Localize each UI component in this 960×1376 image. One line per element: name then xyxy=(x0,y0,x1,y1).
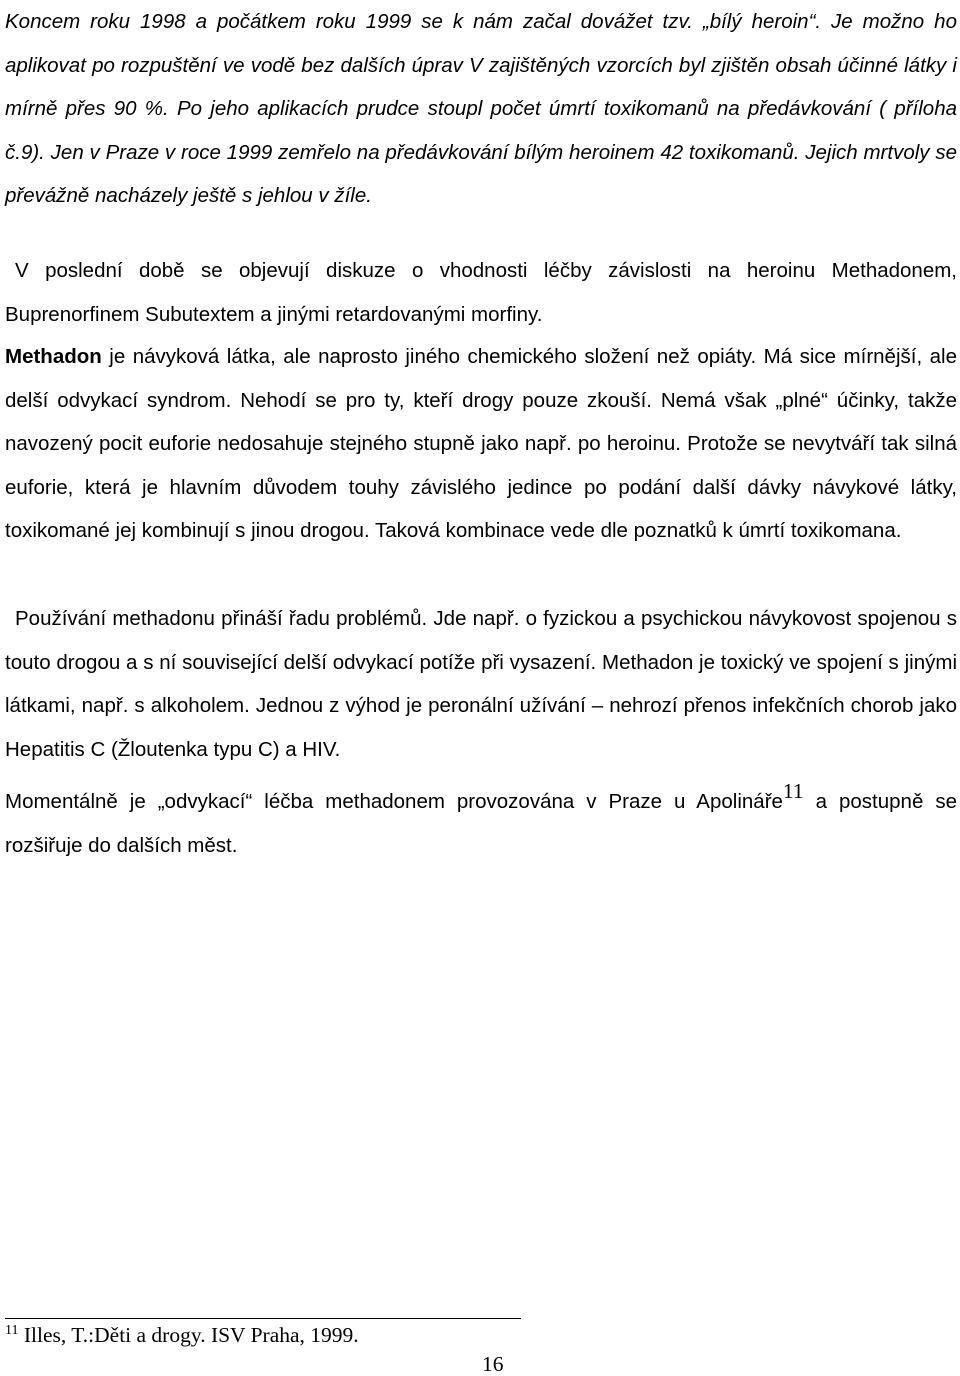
paragraph-methadon-problems xyxy=(5,597,957,771)
footnote-separator xyxy=(5,1318,521,1319)
paragraph-text: Momentálně je „odvykací“ léčba methadonem provozována v Praze u Apolináře xyxy=(5,790,783,813)
paragraph-white-heroin xyxy=(5,0,957,218)
paragraph-text: a postupně se rozšiřuje do dalších měst. xyxy=(5,790,957,857)
paragraph-text: je návyková látka, ale naprosto jiného chemického složení než opiáty. Má sice mírnější, ale delší odvykací syndrom. Nehodí se pro ty, kteří drogy pouze zkouší. Nemá však „plné“ účinky, takže navozený pocit euforie nedosahuje stejného stupně jako např. po heroinu. Protože se nevytváří tak silná euforie, která je hlavním důvodem touhy závislého jedince po podání další dávky návykové látky, toxikomané jej kombinují s jinou drogou. Taková kombinace vede dle poznatků k úmrtí toxikomana. xyxy=(5,345,957,542)
footnote-text: Illes, T.:Děti a drogy. ISV Praha, 1999. xyxy=(18,1323,359,1347)
page-number: 16 xyxy=(482,1352,504,1376)
footnote-reference[interactable]: 11 xyxy=(782,779,804,803)
paragraph-text: Používání methadonu přináší řadu problémů. Jde např. o fyzickou a psychickou návykovost spojenou s touto drogou a s ní související delší odvykací potíže při vysazení. Methadon je toxický ve spojení s jinými látkami, např. s alkoholem. Jednou z výhod je peronální užívání – nehrozí přenos infekčních chorob jako Hepatitis C (Žloutenka typu C) a HIV. xyxy=(5,607,957,761)
paragraph-methadon xyxy=(5,335,957,553)
term-methadon: Methadon xyxy=(5,345,102,368)
footnote-number: 11 xyxy=(5,1323,19,1338)
footnote xyxy=(5,1322,359,1348)
paragraph-text: Koncem roku 1998 a počátkem roku 1999 se k nám začal dovážet tzv. „bílý heroin“. Je možno ho aplikovat po rozpuštění ve vodě bez dalších úprav V zajištěných vzorcích byl zjištěn obsah účinné látky i mírně přes 90 %. Po jeho aplikacích prudce stoupl počet úmrtí toxikomanů na předávkování ( příloha č.9). Jen v Praze v roce 1999 zemřelo na předávkování bílým heroinem 42 toxikomanů. Jejich mrtvoly se převážně nacházely ještě s jehlou v žíle. xyxy=(5,10,957,207)
paragraph-text: V poslední době se objevují diskuze o vhodnosti léčby závislosti na heroinu Methadonem, Buprenorfinem Subutextem a jinými retardovanými morfiny. xyxy=(5,259,957,326)
paragraph-treatment-discussion xyxy=(5,249,957,336)
paragraph-apolinar xyxy=(5,780,957,867)
